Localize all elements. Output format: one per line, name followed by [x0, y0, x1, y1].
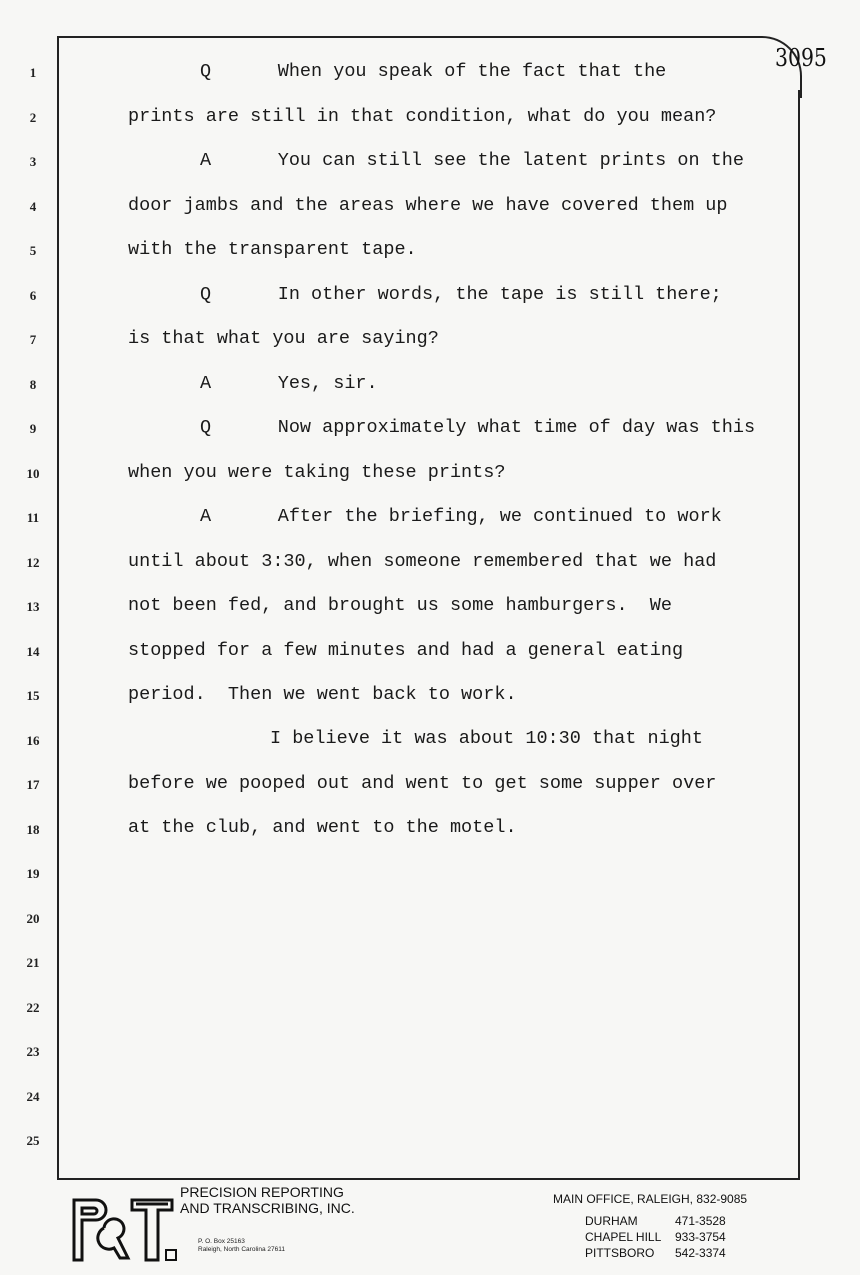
line-number: 6	[29, 288, 37, 303]
transcript-line: period. Then we went back to work.	[128, 684, 517, 705]
transcript-line: when you were taking these prints?	[128, 462, 506, 483]
line-number: 9	[29, 421, 37, 436]
line-number: 5	[29, 243, 37, 258]
transcript-line: stopped for a few minutes and had a general eating	[128, 640, 684, 661]
line-number: 14	[26, 644, 40, 659]
line-number: 23	[26, 1044, 40, 1059]
po-box-city: Raleigh, North Carolina 27611	[198, 1246, 285, 1253]
office-phone: 542-3374	[675, 1246, 726, 1260]
office-city: DURHAM	[585, 1214, 638, 1228]
office-row	[585, 1214, 726, 1228]
company-line-1: PRECISION REPORTING	[180, 1184, 344, 1200]
transcript-line: not been fed, and brought us some hamburgers. We	[128, 595, 672, 616]
office-row	[585, 1246, 726, 1260]
transcript-line: at the club, and went to the motel.	[128, 817, 517, 838]
transcript-line: Q In other words, the tape is still there;	[200, 284, 722, 305]
line-number: 25	[26, 1133, 40, 1148]
line-number: 21	[26, 955, 40, 970]
line-number: 10	[26, 466, 40, 481]
office-city: CHAPEL HILL	[585, 1230, 662, 1244]
office-city: PITTSBORO	[585, 1246, 655, 1260]
page-number: 3095	[775, 44, 827, 72]
line-number: 13	[26, 599, 40, 614]
office-row	[585, 1230, 726, 1244]
line-number: 7	[29, 332, 37, 347]
line-number: 2	[29, 110, 37, 125]
company-logo-icon	[70, 1188, 180, 1266]
line-number: 8	[29, 377, 37, 392]
po-box	[198, 1238, 285, 1254]
transcript-line: A You can still see the latent prints on the	[200, 150, 744, 171]
transcript-line: Q Now approximately what time of day was this	[200, 417, 756, 438]
line-number: 17	[26, 777, 40, 792]
line-number: 18	[26, 822, 40, 837]
transcript-line: A After the briefing, we continued to work	[200, 506, 722, 527]
company-line-2: AND TRANSCRIBING, INC.	[180, 1200, 355, 1216]
office-phone: 471-3528	[675, 1214, 726, 1228]
line-number: 12	[26, 555, 40, 570]
company-name	[180, 1184, 355, 1216]
page-border-top	[57, 36, 760, 38]
transcript-line: door jambs and the areas where we have covered them up	[128, 195, 728, 216]
transcript-line: I believe it was about 10:30 that night	[270, 728, 703, 749]
transcript-line: is that what you are saying?	[128, 328, 439, 349]
line-number: 22	[26, 1000, 40, 1015]
line-number: 24	[26, 1089, 40, 1104]
line-number: 15	[26, 688, 40, 703]
transcript-line: Q When you speak of the fact that the	[200, 61, 667, 82]
page-border-left	[57, 36, 59, 1180]
page-footer	[0, 1180, 860, 1275]
line-number: 20	[26, 911, 40, 926]
transcript-line: before we pooped out and went to get some supper over	[128, 773, 717, 794]
line-number: 19	[26, 866, 40, 881]
po-box-number: P. O. Box 25163	[198, 1238, 245, 1245]
page-border-right	[798, 90, 800, 1180]
office-phone: 933-3754	[675, 1230, 726, 1244]
transcript-line: prints are still in that condition, what do you mean?	[128, 106, 717, 127]
line-number: 16	[26, 733, 40, 748]
line-number: 3	[29, 154, 37, 169]
transcript-line: with the transparent tape.	[128, 239, 417, 260]
line-number: 4	[29, 199, 37, 214]
main-office: MAIN OFFICE, RALEIGH, 832-9085	[553, 1192, 748, 1206]
line-number: 1	[29, 65, 37, 80]
line-number: 11	[26, 510, 40, 525]
transcript-line: A Yes, sir.	[200, 373, 378, 394]
transcript-line: until about 3:30, when someone remembered that we had	[128, 551, 717, 572]
